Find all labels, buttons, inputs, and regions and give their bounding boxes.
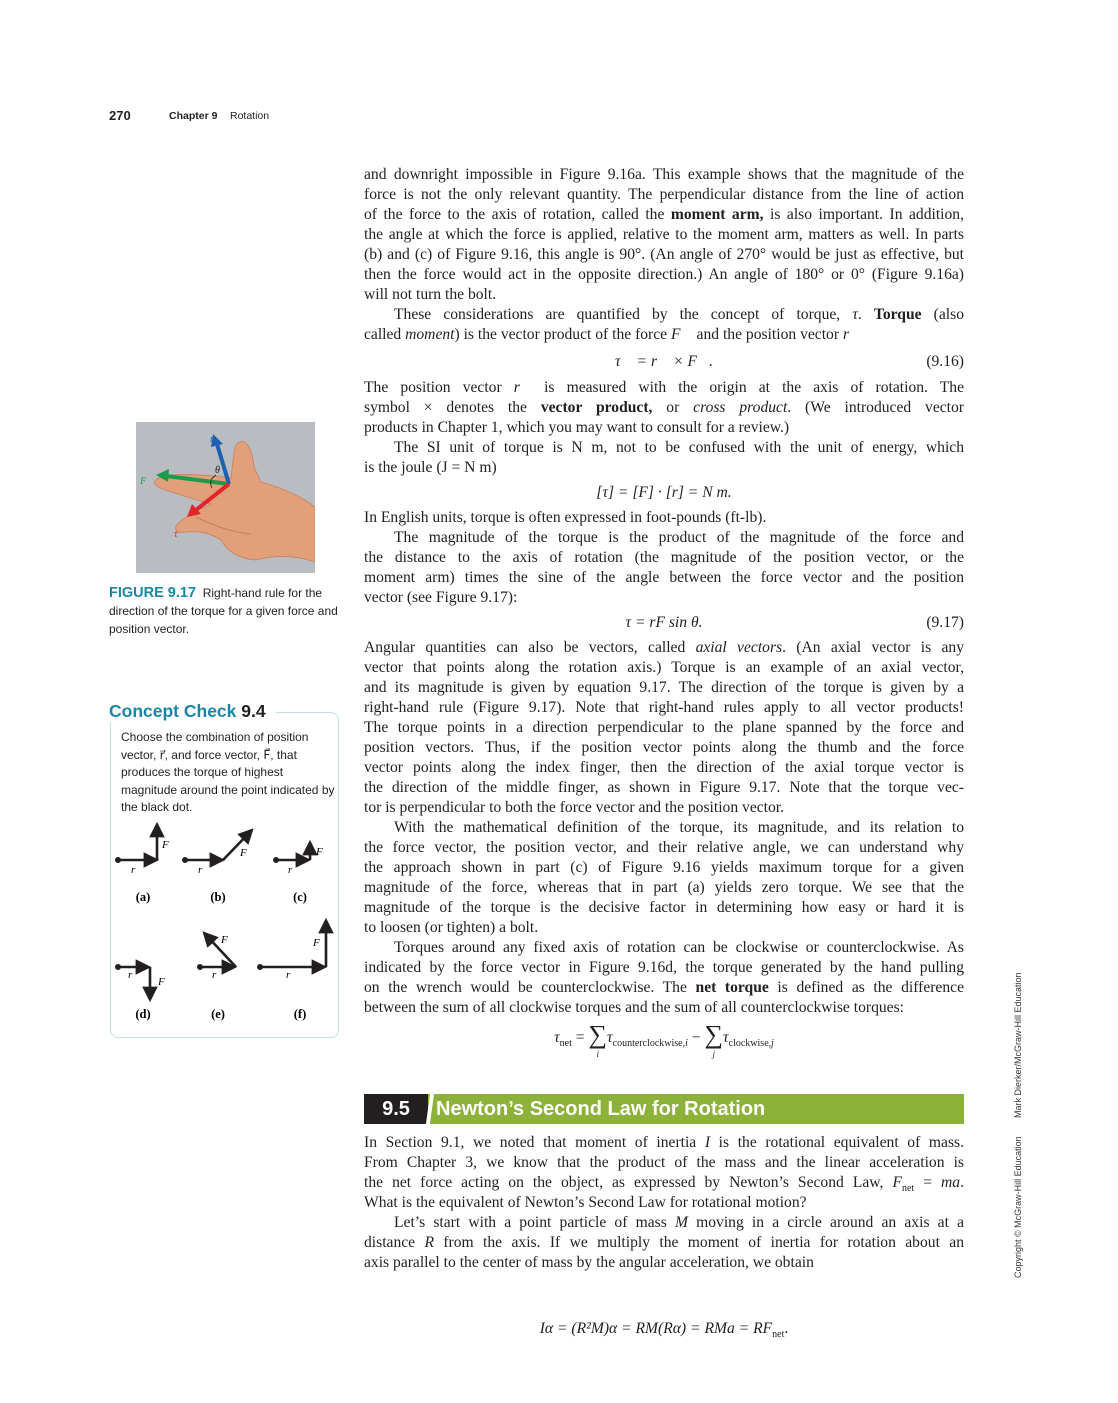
text-line xyxy=(364,398,964,418)
section-text xyxy=(364,1133,964,1273)
r-label: r⃗ xyxy=(212,969,225,981)
text-line xyxy=(364,778,964,798)
text-run: moment xyxy=(405,326,455,343)
text-run: moment arm, xyxy=(670,206,764,223)
text-run: Torques around any fixed axis of rotation can be clockwise or counterclockwise. As xyxy=(394,939,964,956)
text-run: of the force to the axis of rotation, called the xyxy=(364,206,671,223)
option-a[interactable]: (a) xyxy=(135,890,151,904)
text-line xyxy=(364,838,964,858)
text-run: indicated by the force vector in Figure 9.16d, the torque generated by the hand pulling xyxy=(364,959,964,976)
photo-credit: Mark Dierker/McGraw-Hill Education xyxy=(1013,972,1023,1118)
eq-minus: − xyxy=(691,1029,701,1046)
option-c[interactable]: (c) xyxy=(293,890,307,904)
r-label: r⃗ xyxy=(286,969,299,981)
equation xyxy=(364,345,964,378)
text-run: ma xyxy=(941,1174,961,1191)
F-label: F⃗ xyxy=(316,846,332,858)
option-f[interactable]: (f) xyxy=(293,1007,307,1021)
text-run: is the rotational equivalent of mass. xyxy=(710,1134,964,1151)
text-run: . xyxy=(960,1174,965,1191)
text-run: . (An axial vector is any xyxy=(782,639,964,656)
text-line xyxy=(364,1153,964,1173)
eq-tau: τ xyxy=(723,1029,729,1046)
text-run: The torque points in a direction perpendicular to the plane spanned by the force and xyxy=(364,719,964,736)
section-title: Newton’s Second Law for Rotation xyxy=(436,1098,766,1120)
equation-end: . xyxy=(784,1320,789,1337)
text-run: . (We introduced vector xyxy=(787,399,964,416)
text-line xyxy=(364,998,964,1018)
text-run: R xyxy=(424,1234,434,1251)
figure-caption xyxy=(109,584,344,638)
F-label: F⃗ xyxy=(313,937,329,949)
text-line xyxy=(364,818,964,838)
text-line xyxy=(364,698,964,718)
sigma-symbol: ∑ xyxy=(588,1020,608,1049)
text-run: . xyxy=(857,306,874,323)
F-label: F⃗ xyxy=(158,976,174,988)
concept-check-diagrams xyxy=(110,815,338,1030)
text-line xyxy=(364,508,964,528)
text-line xyxy=(364,245,964,265)
figure-label: FIGURE 9.17 xyxy=(109,585,197,601)
r-label: r⃗ xyxy=(288,864,301,876)
text-run: vector (see Figure 9.17): xyxy=(364,589,518,606)
option-b[interactable]: (b) xyxy=(210,890,226,904)
text-run: magnitude of the torque is the decisive factor in determining how easy or hard it is xyxy=(364,899,964,916)
sigma-symbol: ∑ xyxy=(704,1020,724,1049)
right-hand-rule-figure xyxy=(136,422,315,573)
text-line xyxy=(364,305,964,325)
text-line xyxy=(364,378,964,398)
text-run: moment arm) times the sine of the angle between the force vector and the position xyxy=(364,569,964,586)
text-run: moving in a circle around an axis at a xyxy=(687,1214,964,1231)
eq-sub: clockwise, xyxy=(728,1038,772,1050)
eq-tau: τ xyxy=(554,1029,560,1046)
text-run: axis parallel to the center of mass by the angular acceleration, we obtain xyxy=(364,1254,814,1271)
theta-label: θ xyxy=(215,465,220,476)
text-line xyxy=(364,418,964,438)
concept-check-number: 9.4 xyxy=(241,701,266,721)
text-run: the net force acting on the object, as expressed by Newton’s Second Law, xyxy=(364,1174,893,1191)
equation-number: (9.17) xyxy=(926,614,964,631)
chapter-title: Rotation xyxy=(230,110,270,122)
text-run: r⃗ xyxy=(842,326,862,343)
option-d[interactable]: (d) xyxy=(135,1007,151,1021)
text-run: net torque xyxy=(695,979,769,996)
equation-text: Iα = (R²M)α = RM(Rα) = RMa = RF xyxy=(539,1320,773,1337)
text-run: called xyxy=(364,326,406,343)
text-run: The position vector xyxy=(364,379,514,396)
F-label: F⃗ xyxy=(162,839,178,851)
text-run: ) is the vector product of the force xyxy=(454,326,671,343)
text-run: the distance to the axis of rotation (the magnitude of the position vector, or the xyxy=(364,549,964,566)
text-run: axial vectors xyxy=(695,639,783,656)
text-run: right-hand rule (Figure 9.17). Note that right-hand rules apply to all vector products! xyxy=(364,699,964,716)
text-run: is defined as the difference xyxy=(768,979,964,996)
F-label: F⃗ xyxy=(221,934,237,946)
concept-check-label: Concept Check xyxy=(109,701,237,721)
body-text xyxy=(364,165,964,1018)
equation-sub: net xyxy=(772,1329,785,1341)
text-run: M xyxy=(674,1214,688,1231)
text-run: net xyxy=(901,1183,915,1195)
text-run: (b) and (c) of Figure 9.16, this angle is 90°. (An angle of 270° would be just as effective, but xyxy=(364,246,964,263)
section-header xyxy=(364,1094,964,1124)
eq-equals: = xyxy=(575,1029,585,1046)
text-line xyxy=(364,285,964,305)
text-run: I xyxy=(704,1134,711,1151)
text-run: and its magnitude is given by equation 9.17. The direction of the torque is given by a xyxy=(364,679,964,696)
text-run: tor is perpendicular to both the force vector and the position vector. xyxy=(364,799,785,816)
text-line xyxy=(364,798,964,818)
eq-sub: net xyxy=(559,1038,572,1050)
text-run: from the axis. If we multiply the moment of inertia for rotation about an xyxy=(434,1234,964,1251)
text-run: symbol × denotes the xyxy=(364,399,541,416)
text-run: the approach shown in part (c) of Figure 9.16 yields maximum torque for a given xyxy=(364,859,964,876)
text-run: products in Chapter 1, which you may want to consult for a review.) xyxy=(364,419,790,436)
page-number: 270 xyxy=(109,108,131,123)
text-run: vector that points along the rotation axis.) Torque is an example of an axial vector, xyxy=(364,659,964,676)
text-line xyxy=(364,438,964,458)
option-e[interactable]: (e) xyxy=(211,1007,225,1021)
r-label: r⃗ xyxy=(131,864,144,876)
text-line xyxy=(364,678,964,698)
text-run: vector product, xyxy=(540,399,653,416)
text-run: F xyxy=(892,1174,902,1191)
text-line xyxy=(364,528,964,548)
text-run: In Section 9.1, we noted that moment of inertia xyxy=(364,1134,705,1151)
equation xyxy=(364,478,964,508)
equation-text: τ = rF sin θ. xyxy=(625,614,703,631)
text-line xyxy=(364,918,964,938)
copyright-notice: Copyright © McGraw-Hill Education xyxy=(1013,1136,1023,1278)
text-run: With the mathematical definition of the torque, its magnitude, and its relation to xyxy=(394,819,964,836)
text-run: position vectors. Thus, if the position vector points along the thumb and the force xyxy=(364,739,964,756)
r-label: r⃗ xyxy=(128,969,141,981)
text-line xyxy=(364,898,964,918)
text-line xyxy=(364,638,964,658)
text-line xyxy=(364,458,964,478)
r-label: r⃗ xyxy=(210,434,222,445)
concept-check-question: Choose the combination of position vector, r⃗, and force vector, F⃗, that produces the torque of highest magnitude around the point indicated by the black dot. xyxy=(121,730,335,815)
text-line xyxy=(364,858,964,878)
text-line xyxy=(364,588,964,608)
concept-check-title xyxy=(109,701,276,722)
eq-index: j xyxy=(771,1038,774,1050)
text-line xyxy=(364,1213,964,1233)
text-run: What is the equivalent of Newton’s Second Law for rotational motion? xyxy=(364,1194,807,1211)
text-run: is also important. In addition, xyxy=(763,206,964,223)
chapter-label: Chapter 9 xyxy=(169,110,218,122)
text-line xyxy=(364,738,964,758)
text-line xyxy=(364,978,964,998)
section-number: 9.5 xyxy=(364,1094,428,1124)
text-run: = xyxy=(914,1174,942,1191)
text-line xyxy=(364,185,964,205)
text-run: magnitude of the force, whereas that in part (a) yields zero torque. We see that the xyxy=(364,879,964,896)
text-run: These considerations are quantified by the concept of torque, xyxy=(394,306,853,323)
text-line xyxy=(364,165,964,185)
equation-text: τ⃗ = r⃗ × F⃗. xyxy=(614,353,714,370)
eq-index: i xyxy=(596,1049,600,1059)
text-line xyxy=(364,878,964,898)
text-line xyxy=(364,958,964,978)
text-line xyxy=(364,548,964,568)
text-run: between the sum of all clockwise torques and the sum of all counterclockwise torques: xyxy=(364,999,904,1016)
eq-tau: τ xyxy=(607,1029,613,1046)
text-run: cross product xyxy=(693,399,788,416)
text-run: The magnitude of the torque is the product of the magnitude of the force and xyxy=(394,529,964,546)
text-run: Let’s start with a point particle of mass xyxy=(394,1214,675,1231)
text-line xyxy=(364,225,964,245)
text-run: force is not the only relevant quantity. The perpendicular distance from the line of action xyxy=(364,186,964,203)
text-run: is the joule (J = N m) xyxy=(364,459,497,476)
text-line xyxy=(364,1173,964,1193)
text-run: then the force would act in the opposite direction.) An angle of 180° or 0° (Figure 9.16a) xyxy=(364,266,964,283)
text-run: is measured with the origin at the axis of rotation. The xyxy=(531,379,964,396)
text-run: the force vector, the position vector, and their relative angle, we can understand why xyxy=(364,839,964,856)
text-line xyxy=(364,1133,964,1153)
text-run: Torque xyxy=(873,306,922,323)
text-run: Angular quantities can also be vectors, called xyxy=(364,639,696,656)
text-line xyxy=(364,1233,964,1253)
r-label: r⃗ xyxy=(198,864,211,876)
text-run: on the wrench would be counterclockwise. The xyxy=(364,979,696,996)
text-run: or xyxy=(652,399,694,416)
text-line xyxy=(364,568,964,588)
text-run: will not turn the bolt. xyxy=(364,286,497,303)
text-run: to loosen (or tighten) a bolt. xyxy=(364,919,539,936)
F-label: F⃗ xyxy=(140,476,154,487)
figure-caption-text: Right-hand rule for the direction of the torque for a given force and position vector. xyxy=(109,586,338,636)
text-line xyxy=(364,758,964,778)
text-line xyxy=(364,325,964,345)
equation-text: [τ] = [F] · [r] = N m. xyxy=(596,484,732,501)
text-run: τ xyxy=(852,306,858,323)
text-line xyxy=(364,1193,964,1213)
text-run: In English units, torque is often expressed in foot-pounds (ft-lb). xyxy=(364,509,767,526)
eq-index: j xyxy=(712,1049,716,1059)
text-run: r⃗ xyxy=(513,379,532,396)
text-line xyxy=(364,205,964,225)
text-run: (also xyxy=(921,306,964,323)
text-line xyxy=(364,265,964,285)
text-line xyxy=(364,1253,964,1273)
text-run: and downright impossible in Figure 9.16a. This example shows that the magnitude of the xyxy=(364,166,964,183)
equation xyxy=(364,608,964,638)
equation-number: (9.16) xyxy=(926,353,964,370)
text-run: the direction of the middle finger, as shown in Figure 9.17. Note that the torque vec- xyxy=(364,779,964,796)
text-line xyxy=(364,938,964,958)
text-run: distance xyxy=(364,1234,425,1251)
text-run: and the position vector xyxy=(692,326,843,343)
text-run: From Chapter 3, we know that the product of the mass and the linear acceleration is xyxy=(364,1154,964,1171)
eq-index: i xyxy=(685,1038,688,1050)
rotation-equation xyxy=(364,1319,964,1345)
F-label: F⃗ xyxy=(240,847,256,859)
net-torque-equation xyxy=(364,1020,964,1068)
text-run: F⃗ xyxy=(671,326,693,343)
eq-sub: counterclockwise, xyxy=(612,1038,686,1050)
text-run: The SI unit of torque is N m, not to be confused with the unit of energy, which xyxy=(394,439,964,456)
text-line xyxy=(364,718,964,738)
text-run: vector points along the index finger, then the direction of the axial torque vector is xyxy=(364,759,964,776)
text-run: the angle at which the force is applied, relative to the moment arm, matters as well. In parts xyxy=(364,226,964,243)
text-line xyxy=(364,658,964,678)
tau-label: τ⃗ xyxy=(174,529,186,540)
